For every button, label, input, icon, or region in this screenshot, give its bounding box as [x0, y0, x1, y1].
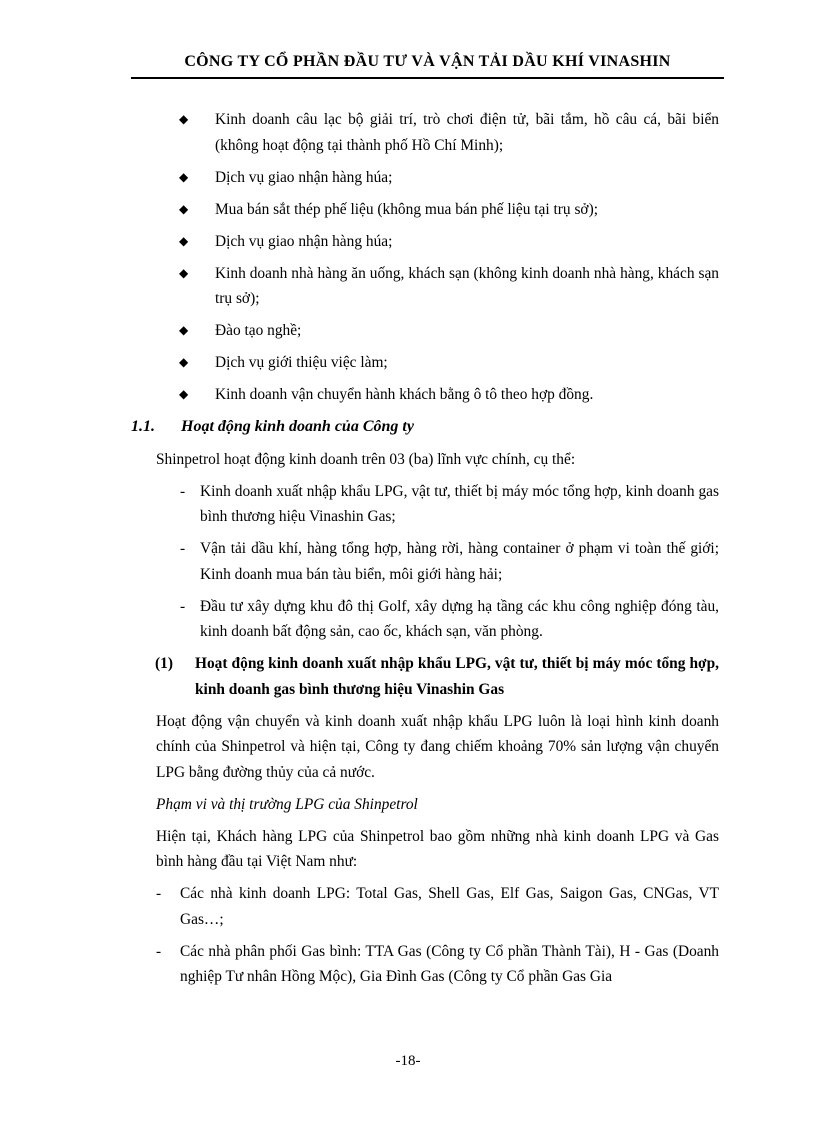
list-item-text: Dịch vụ giao nhận hàng húa;: [215, 168, 393, 186]
italic-subheading: Phạm vi và thị trường LPG của Shinpetrol: [156, 795, 418, 813]
list-item: [156, 881, 719, 932]
section-number: 1.1.: [131, 418, 155, 435]
list-item: [156, 939, 719, 990]
subsection-title: Hoạt động kinh doanh xuất nhập khẩu LPG, vật tư, thiết bị máy móc tổng hợp, kinh doanh gas bình thương hiệu Vinashin Gas: [195, 655, 719, 698]
list-item-text: Kinh doanh nhà hàng ăn uống, khách sạn (không kinh doanh nhà hàng, khách sạn trụ sở);: [215, 264, 719, 307]
list-item-text: Các nhà phân phối Gas bình: TTA Gas (Công ty Cổ phần Thành Tài), H - Gas (Doanh nghiệp Tư nhân Hồng Mộc), Gia Đình Gas (Công ty Cổ phần Gas Gia: [180, 942, 719, 985]
subsection-number: (1): [155, 655, 173, 672]
list-item-text: Các nhà kinh doanh LPG: Total Gas, Shell Gas, Elf Gas, Saigon Gas, CNGas, VT Gas…;: [180, 885, 719, 928]
list-item-text: Dịch vụ giới thiệu việc làm;: [215, 354, 388, 371]
bullet-icon: ◆: [179, 265, 189, 280]
list-item-text: Đầu tư xây dựng khu đô thị Golf, xây dựng hạ tầng các khu công nghiệp đóng tàu, kinh doanh bất động sản, cao ốc, khách sạn, văn phòng.: [200, 597, 719, 640]
document-body: [131, 107, 719, 996]
paragraph: Hoạt động vận chuyển và kinh doanh xuất nhập khẩu LPG luôn là loại hình kinh doanh chính của Shinpetrol và hiện tại, Công ty đang chiếm khoảng 70% sản lượng vận chuyển LPG bằng đường thủy của cả nước.: [156, 712, 719, 781]
list-item-text: Kinh doanh xuất nhập khẩu LPG, vật tư, thiết bị máy móc tổng hợp, kinh doanh gas bình thương hiệu Vinashin Gas;: [200, 482, 719, 525]
list-item: [156, 479, 719, 530]
list-item: [156, 536, 719, 587]
dash-marker: -: [180, 540, 186, 557]
dash-marker: -: [156, 942, 162, 960]
list-item-text: Đào tạo nghề;: [215, 322, 302, 339]
list-item: [156, 350, 719, 376]
list-item: [156, 197, 719, 223]
list-item: [156, 594, 719, 645]
section-heading: [131, 414, 719, 440]
bullet-icon: ◆: [179, 112, 189, 126]
bullet-icon: ◆: [179, 233, 189, 248]
dash-marker: -: [180, 597, 186, 615]
subsection-heading: [155, 651, 719, 702]
list-item: [156, 261, 719, 312]
bullet-icon: ◆: [179, 387, 189, 401]
list-item-text: Kinh doanh vận chuyển hành khách bằng ô tô theo hợp đồng.: [215, 386, 594, 403]
list-item-text: Kinh doanh câu lạc bộ giải trí, trò chơi điện tử, bãi tắm, hồ câu cá, bãi biển (không hoạt động tại thành phố Hồ Chí Minh);: [215, 111, 719, 154]
dash-marker: -: [180, 482, 186, 500]
list-item-text: Mua bán sắt thép phế liệu (không mua bán phế liệu tại trụ sở);: [215, 200, 598, 218]
list-item: [156, 382, 719, 408]
bullet-icon: ◆: [179, 355, 189, 369]
list-item-text: Vận tải dầu khí, hàng tổng hợp, hàng rời, hàng container ở phạm vi toàn thế giới; Kinh doanh mua bán tàu biển, môi giới hàng hải;: [200, 540, 719, 583]
bullet-icon: ◆: [179, 201, 189, 216]
page-header: CÔNG TY CỔ PHẦN ĐẦU TƯ VÀ VẬN TẢI DẦU KHÍ VINASHIN: [131, 50, 724, 79]
list-item: [156, 107, 719, 158]
section-intro: Shinpetrol hoạt động kinh doanh trên 03 (ba) lĩnh vực chính, cụ thể:: [156, 450, 576, 468]
bullet-icon: ◆: [179, 323, 189, 337]
dash-marker: -: [156, 885, 162, 902]
paragraph: Hiện tại, Khách hàng LPG của Shinpetrol bao gồm những nhà kinh doanh LPG và Gas bình hàng đầu tại Việt Nam như:: [156, 827, 719, 870]
page-number: -18-: [395, 1053, 421, 1069]
list-item: [156, 229, 719, 255]
bullet-icon: ◆: [179, 169, 189, 184]
list-item: [156, 318, 719, 344]
list-item: [156, 165, 719, 191]
list-item-text: Dịch vụ giao nhận hàng húa;: [215, 232, 393, 250]
section-title: Hoạt động kinh doanh của Công ty: [181, 418, 414, 435]
